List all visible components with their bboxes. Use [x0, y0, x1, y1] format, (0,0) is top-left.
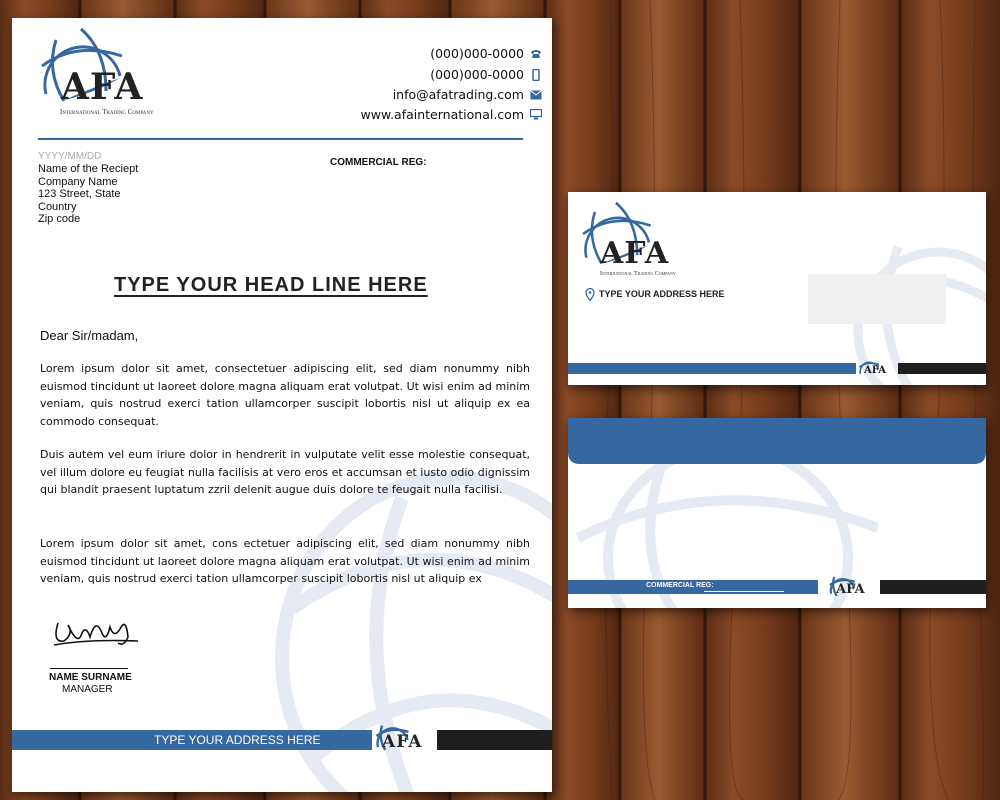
signer-name: NAME SURNAME	[49, 672, 132, 683]
recipient-line: Zip code	[38, 213, 81, 225]
website-text: www.afainternational.com	[360, 107, 524, 122]
letterhead-logo	[36, 26, 196, 116]
brand-tagline: International Trading Company	[600, 271, 676, 277]
footer-brand-name: AFA	[382, 732, 423, 752]
envelope-band-blue	[568, 363, 856, 374]
contact-email	[393, 87, 542, 102]
back-commercial-reg-line	[704, 591, 784, 592]
envelope-band-logo	[856, 356, 898, 382]
signer-title: MANAGER	[62, 684, 113, 695]
phone-text: (000)000-0000	[430, 46, 524, 61]
footer-logo	[372, 718, 436, 758]
body-paragraph: Lorem ipsum dolor sit amet, cons ectetuer adipiscing elit, sed diam nonummy nibh euismod tincidunt ut laoreet dolore magna aliquam erat volutpat. Ut wisi enim ad minim veniam, quis nostrud exerci tation ullamcorper suscipit lobortis nisl ut aliquip ex	[40, 537, 530, 585]
brand-name: AFA	[61, 66, 144, 108]
contact-phone	[430, 46, 542, 61]
back-brand-name: AFA	[836, 582, 865, 597]
body-paragraph: Duis autem vel eum iriure dolor in hendrerit in vulputate velit esse molestie consequat, vel illum dolore eu feugiat nulla facilisis at vero eros et accumsan et iusto odio dignissim qui blandit praesent luptatum zzril delenit augue duis dolore te feugait nulla facilisi.	[40, 448, 530, 496]
body-paragraph: Lorem ipsum dolor sit amet, consectetuer adipiscing elit, sed diam nonummy nibh euismod tincidunt ut laoreet dolore magna aliquam erat volutpat. Ut wisi enim ad minim veniam, quis nostrud exerci tation ullamcorper suscipit lobortis nisl ut aliquip ex ea commodo consequat.	[40, 362, 530, 428]
footer-address: TYPE YOUR ADDRESS HERE	[154, 733, 321, 747]
address-window	[808, 274, 946, 324]
signature-line	[50, 668, 128, 669]
brand-name: AFA	[600, 236, 670, 271]
envelope-address: TYPE YOUR ADDRESS HERE	[599, 289, 725, 299]
envelope-front	[568, 192, 986, 385]
back-band-dark	[880, 580, 986, 594]
contact-website	[361, 107, 542, 122]
header-divider	[38, 138, 523, 140]
monitor-icon	[530, 109, 542, 120]
back-band-logo	[824, 570, 880, 602]
mobile-text: (000)000-0000	[430, 67, 524, 82]
date-placeholder: YYYY/MM/DD	[38, 151, 102, 162]
envelope-logo	[578, 200, 713, 280]
recipient-line: Company Name	[38, 175, 118, 188]
headline: TYPE YOUR HEAD LINE HERE	[114, 274, 428, 296]
commercial-reg-label: COMMERCIAL REG:	[330, 157, 427, 168]
footer-band-dark	[437, 730, 552, 750]
email-text: info@afatrading.com	[392, 87, 524, 102]
location-pin-icon	[585, 288, 595, 301]
mobile-icon	[530, 69, 542, 81]
envelope-back	[568, 418, 986, 608]
phone-icon	[530, 49, 542, 59]
recipient-line: Name of the Reciept	[38, 163, 139, 175]
signature	[48, 603, 148, 653]
letterhead-sheet	[12, 18, 552, 792]
contact-mobile	[430, 67, 542, 82]
envelope-flap	[568, 418, 986, 466]
recipient-line: 123 Street, State	[38, 188, 121, 200]
band-brand-name: AFA	[864, 365, 887, 376]
salutation: Dear Sir/madam,	[40, 328, 139, 343]
back-commercial-reg-label: COMMERCIAL REG:	[646, 582, 714, 589]
envelope-band-dark	[898, 363, 986, 374]
recipient-line: Country	[38, 200, 77, 213]
envelope-icon	[530, 90, 542, 100]
recipient-block	[38, 163, 138, 226]
brand-tagline: International Trading Company	[60, 108, 154, 116]
